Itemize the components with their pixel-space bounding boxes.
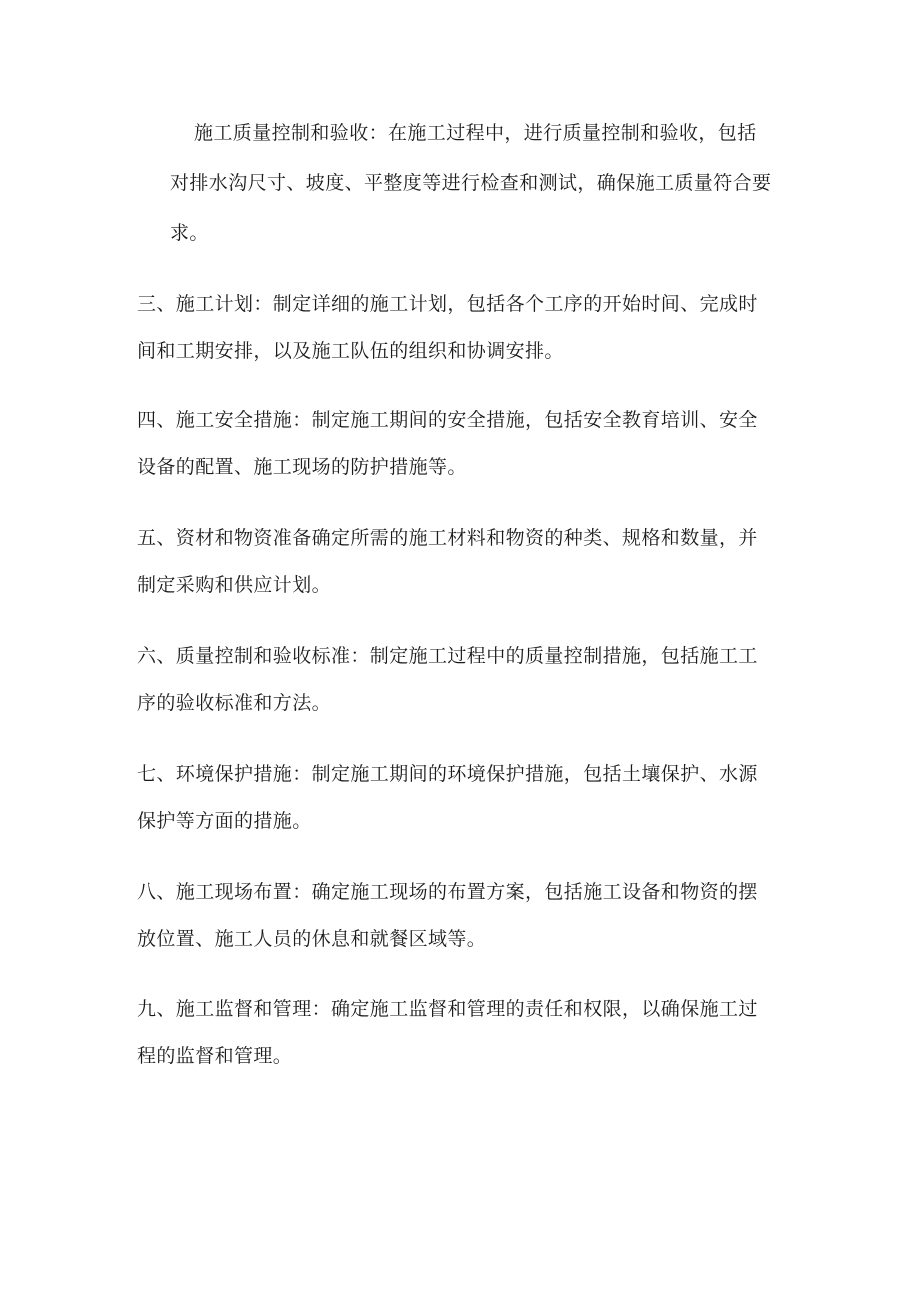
- paragraph-construction-plan: [137, 281, 792, 375]
- paragraph-quality-acceptance: [170, 108, 790, 258]
- text-line: 八、施工现场布置：确定施工现场的布置方案，包括施工设备和物资的摆: [137, 881, 758, 903]
- text-line: 设备的配置、施工现场的防护措施等。: [137, 456, 467, 478]
- text-line: 七、环境保护措施：制定施工期间的环境保护措施，包括土壤保护、水源: [137, 763, 758, 785]
- text-line: 九、施工监督和管理：确定施工监督和管理的责任和权限，以确保施工过: [137, 998, 758, 1020]
- text-line: 程的监督和管理。: [137, 1045, 293, 1067]
- text-line: 五、资材和物资准备确定所需的施工材料和物资的种类、规格和数量，并: [137, 527, 758, 549]
- paragraph-quality-standards: [137, 633, 792, 727]
- text-line: 四、施工安全措施：制定施工期间的安全措施，包括安全教育培训、安全: [137, 409, 758, 431]
- text-line: 求。: [170, 222, 209, 244]
- text-line: 序的验收标准和方法。: [137, 692, 332, 714]
- paragraph-environmental-protection: [137, 751, 792, 845]
- paragraph-supervision-management: [137, 986, 792, 1080]
- text-line: 保护等方面的措施。: [137, 810, 312, 832]
- text-line: 间和工期安排，以及施工队伍的组织和协调安排。: [137, 340, 564, 362]
- text-line: 六、质量控制和验收标准：制定施工过程中的质量控制措施，包括施工工: [137, 645, 758, 667]
- text-line: 制定采购和供应计划。: [137, 574, 332, 596]
- text-line: 施工质量控制和验收：在施工过程中，进行质量控制和验收，包括: [194, 122, 757, 144]
- paragraph-materials-preparation: [137, 515, 792, 609]
- paragraph-safety-measures: [137, 397, 792, 491]
- paragraph-site-layout: [137, 869, 792, 963]
- text-line: 放位置、施工人员的休息和就餐区域等。: [137, 928, 487, 950]
- text-line: 对排水沟尺寸、坡度、平整度等进行检查和测试，确保施工质量符合要: [170, 172, 772, 194]
- text-line: 三、施工计划：制定详细的施工计划，包括各个工序的开始时间、完成时: [137, 293, 758, 315]
